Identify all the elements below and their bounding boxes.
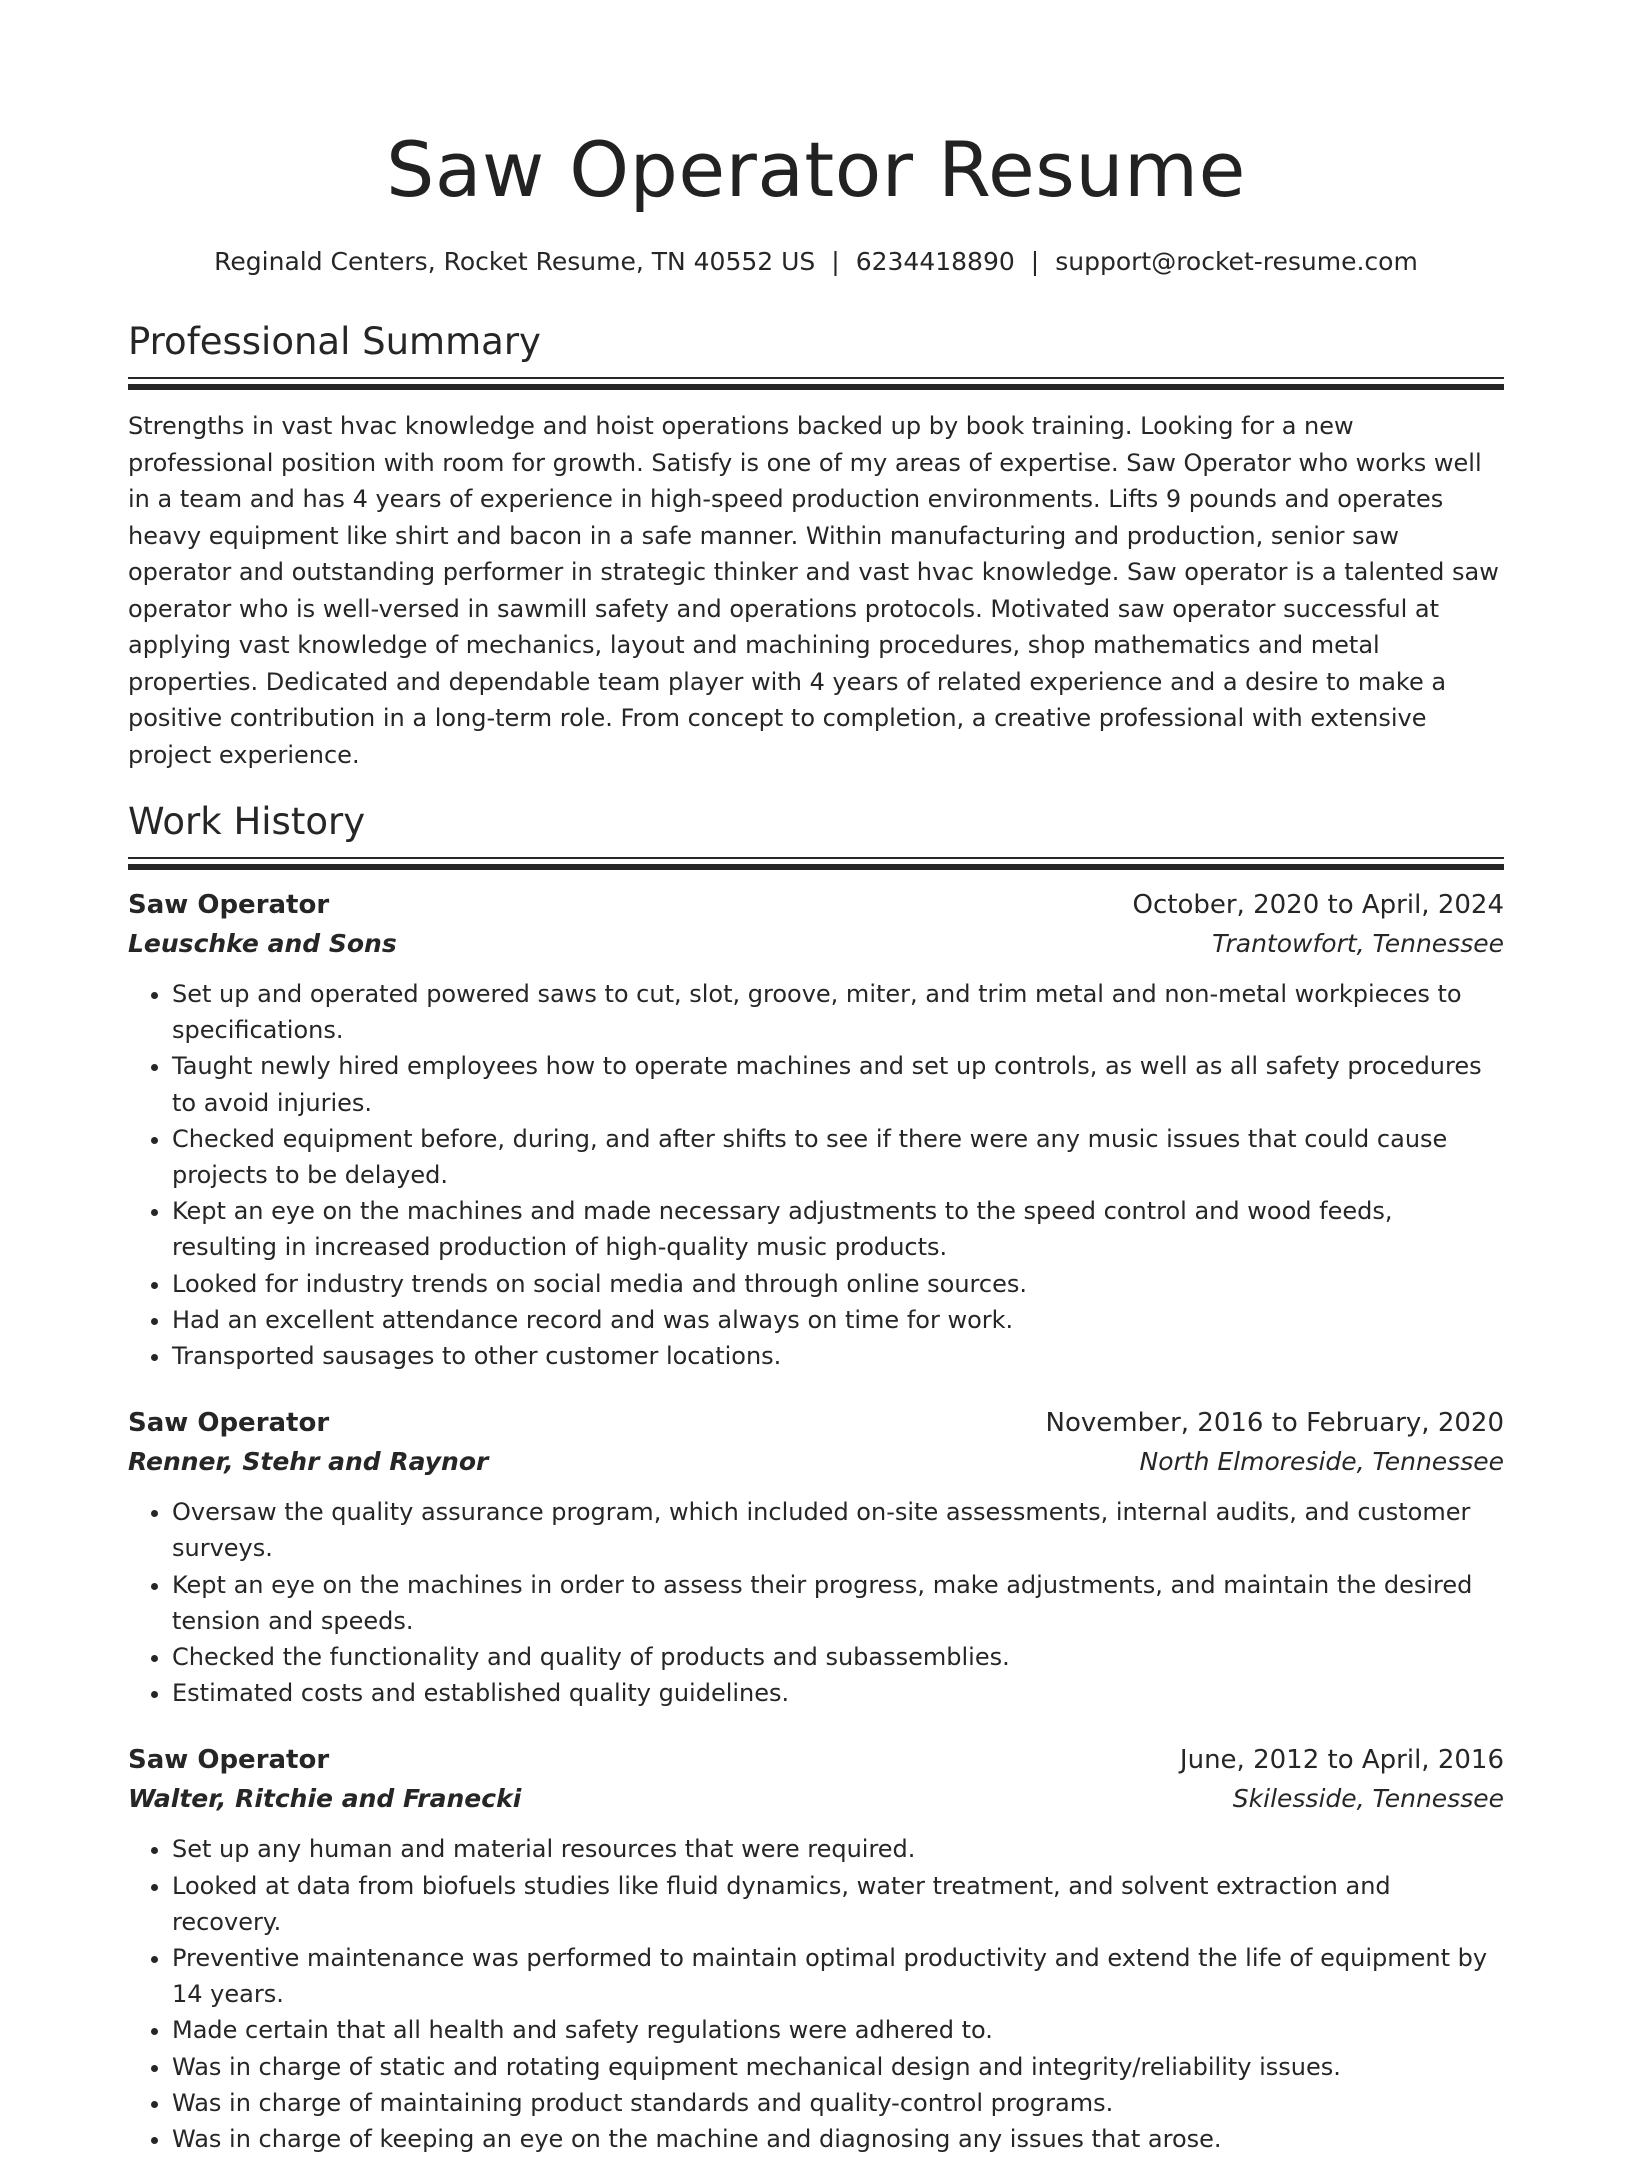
- job-bullet: • Set up and operated powered saws to cut, slot, groove, miter, and trim metal and non-metal workpieces to specifications.: [172, 976, 1504, 1048]
- section-divider-thick: [128, 384, 1504, 390]
- job-bullet: • Oversaw the quality assurance program, which included on-site assessments, internal audits, and customer surveys.: [172, 1494, 1504, 1566]
- job-header: [128, 1741, 1504, 1779]
- job-bullet: • Made certain that all health and safety regulations were adhered to.: [172, 2012, 1504, 2048]
- section-heading-summary: Professional Summary: [128, 320, 541, 363]
- section-divider: [128, 857, 1504, 859]
- job-bullets: [128, 1494, 1504, 1711]
- contact-line: [128, 245, 1504, 279]
- job-subheader: [128, 924, 1504, 964]
- job-dates: October, 2020 to April, 2024: [1132, 890, 1504, 920]
- job-bullet: • Was in charge of maintaining product standards and quality-control programs.: [172, 2085, 1504, 2121]
- job-bullet: • Taught newly hired employees how to operate machines and set up controls, as well as all safety procedures to avoid injuries.: [172, 1048, 1504, 1120]
- job-bullet: • Looked at data from biofuels studies like fluid dynamics, water treatment, and solvent extraction and recovery.: [172, 1868, 1504, 1940]
- contact-phone: 6234418890: [855, 247, 1015, 276]
- section-divider: [128, 377, 1504, 379]
- job-title: Saw Operator: [128, 1408, 330, 1439]
- job-header: [128, 886, 1504, 924]
- job-entry: [128, 1404, 1504, 1711]
- job-bullet: • Was in charge of keeping an eye on the machine and diagnosing any issues that arose.: [172, 2121, 1504, 2157]
- job-bullet: • Checked equipment before, during, and after shifts to see if there were any music issues that could cause projects to be delayed.: [172, 1121, 1504, 1193]
- professional-summary-section: [128, 319, 1504, 773]
- section-heading-work: Work History: [128, 800, 366, 843]
- job-title: Saw Operator: [128, 1745, 330, 1776]
- job-location: North Elmoreside, Tennessee: [1139, 1447, 1504, 1477]
- job-entry: [128, 886, 1504, 1374]
- contact-address: Reginald Centers, Rocket Resume, TN 40552 US: [214, 247, 816, 276]
- section-divider-thick: [128, 864, 1504, 870]
- contact-separator: |: [1030, 247, 1040, 276]
- job-location: Trantowfort, Tennessee: [1212, 929, 1504, 958]
- summary-text: Strengths in vast hvac knowledge and hoist operations backed up by book training. Looking for a new professional position with room for growth. Satisfy is one of my areas of expertise. Saw Operator who works well in a team and has 4 years of experience in high-speed production environments. Lifts 9 pounds and operates heavy equipment like shirt and bacon in a safe manner. Within manufacturing and production, senior saw operator and outstanding performer in strategic thinker and vast hvac knowledge. Saw operator is a talented saw operator who is well-versed in sawmill safety and operations protocols. Motivated saw operator successful at applying vast knowledge of mechanics, layout and machining procedures, shop mathematics and metal properties. Dedicated and dependable team player with 4 years of related experience and a desire to make a positive contribution in a long-term role. From concept to completion, a creative professional with extensive project experience.: [128, 412, 1499, 769]
- job-bullet: • Checked the functionality and quality of products and subassemblies.: [172, 1639, 1504, 1675]
- job-subheader: [128, 1442, 1504, 1482]
- job-bullet: • Looked for industry trends on social media and through online sources.: [172, 1266, 1504, 1302]
- contact-email: support@rocket-resume.com: [1055, 247, 1418, 276]
- resume-title: Saw Operator Resume: [386, 125, 1246, 214]
- job-bullet: • Kept an eye on the machines and made necessary adjustments to the speed control and wood feeds, resulting in increased production of high-quality music products.: [172, 1193, 1504, 1265]
- job-dates: June, 2012 to April, 2016: [1179, 1745, 1504, 1776]
- job-header: [128, 1404, 1504, 1442]
- job-company: Leuschke and Sons: [128, 929, 397, 958]
- job-bullet: • Was in charge of static and rotating equipment mechanical design and integrity/reliability issues.: [172, 2049, 1504, 2085]
- job-company: Renner, Stehr and Raynor: [128, 1447, 489, 1477]
- job-bullet: • Transported sausages to other customer locations.: [172, 1338, 1504, 1374]
- job-bullet: • Preventive maintenance was performed to maintain optimal productivity and extend the life of equipment by 14 years.: [172, 1940, 1504, 2012]
- job-location: Skilesside, Tennessee: [1232, 1784, 1504, 1814]
- job-dates: November, 2016 to February, 2020: [1045, 1408, 1504, 1439]
- job-title: Saw Operator: [128, 890, 330, 920]
- job-bullet: • Set up any human and material resources that were required.: [172, 1831, 1504, 1867]
- job-bullet: • Estimated costs and established quality guidelines.: [172, 1675, 1504, 1711]
- job-bullet: • Had an excellent attendance record and was always on time for work.: [172, 1302, 1504, 1338]
- job-entry: [128, 1741, 1504, 2157]
- job-bullets: [128, 1831, 1504, 2157]
- contact-separator: |: [831, 247, 840, 276]
- job-bullets: [128, 976, 1504, 1374]
- job-subheader: [128, 1779, 1504, 1819]
- job-company: Walter, Ritchie and Franecki: [128, 1784, 522, 1814]
- work-history-section: [128, 799, 1504, 2157]
- job-bullet: • Kept an eye on the machines in order to assess their progress, make adjustments, and maintain the desired tension and speeds.: [172, 1567, 1504, 1639]
